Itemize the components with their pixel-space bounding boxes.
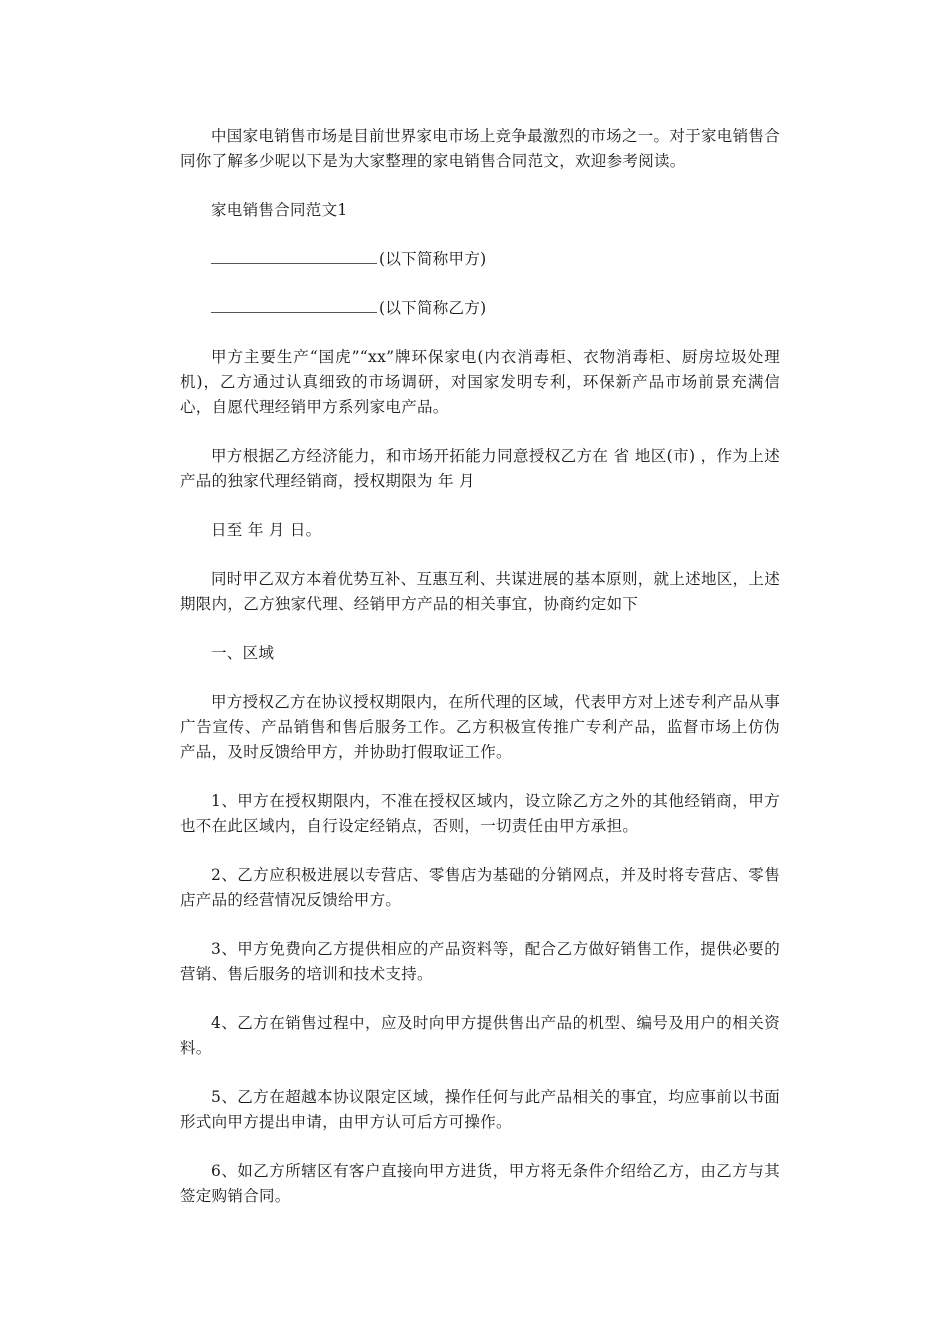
- clause-5: 5、乙方在超越本协议限定区域，操作任何与此产品相关的事宜，均应事前以书面形式向甲方提出申请，由甲方认可后方可操作。: [180, 1088, 780, 1131]
- party-b-blank: [211, 298, 377, 313]
- intro-paragraph: 中国家电销售市场是目前世界家电市场上竞争最激烈的市场之一。对于家电销售合同你了解多少呢以下是为大家整理的家电销售合同范文，欢迎参考阅读。: [180, 127, 780, 170]
- party-a-blank: [211, 249, 377, 264]
- clause-4: 4、乙方在销售过程中，应及时向甲方提供售出产品的机型、编号及用户的相关资料。: [180, 1014, 780, 1057]
- document-body: [180, 124, 780, 1233]
- party-a-line: [180, 247, 780, 272]
- contract-title: 家电销售合同范文1: [211, 201, 348, 219]
- paragraph-principles: 同时甲乙双方本着优势互补、互惠互利、共谋进展的基本原则，就上述地区，上述期限内，乙方独家代理、经销甲方产品的相关事宜，协商约定如下: [180, 570, 780, 613]
- party-b-label: (以下简称乙方): [379, 299, 487, 317]
- paragraph-products: 甲方主要生产“国虎”“xx”牌环保家电(内衣消毒柜、衣物消毒柜、厨房垃圾处理机)，乙方通过认真细致的市场调研，对国家发明专利，环保新产品市场前景充满信心，自愿代理经销甲方系列家电产品。: [180, 348, 780, 416]
- clause-6: 6、如乙方所辖区有客户直接向甲方进货，甲方将无条件介绍给乙方，由乙方与其签定购销合同。: [180, 1162, 780, 1205]
- clause-2: 2、乙方应积极进展以专营店、零售店为基础的分销网点，并及时将专营店、零售店产品的经营情况反馈给甲方。: [180, 866, 780, 909]
- clause-1: 1、甲方在授权期限内，不准在授权区域内，设立除乙方之外的其他经销商，甲方也不在此区域内，自行设定经销点，否则，一切责任由甲方承担。: [180, 792, 780, 835]
- paragraph-authorization: 甲方根据乙方经济能力，和市场开拓能力同意授权乙方在 省 地区(市) ，作为上述产品的独家代理经销商，授权期限为 年 月: [180, 447, 780, 490]
- clause-3: 3、甲方免费向乙方提供相应的产品资料等，配合乙方做好销售工作，提供必要的营销、售后服务的培训和技术支持。: [180, 940, 780, 983]
- party-b-line: [180, 296, 780, 321]
- paragraph-date-range: 日至 年 月 日。: [211, 521, 322, 539]
- party-a-label: (以下简称甲方): [379, 250, 487, 268]
- paragraph-region-scope: 甲方授权乙方在协议授权期限内，在所代理的区域，代表甲方对上述专利产品从事广告宣传、产品销售和售后服务工作。乙方积极宣传推广专利产品，监督市场上仿伪产品，及时反馈给甲方，并协助打假取证工作。: [180, 693, 780, 761]
- section-heading-region: 一、区域: [211, 644, 275, 662]
